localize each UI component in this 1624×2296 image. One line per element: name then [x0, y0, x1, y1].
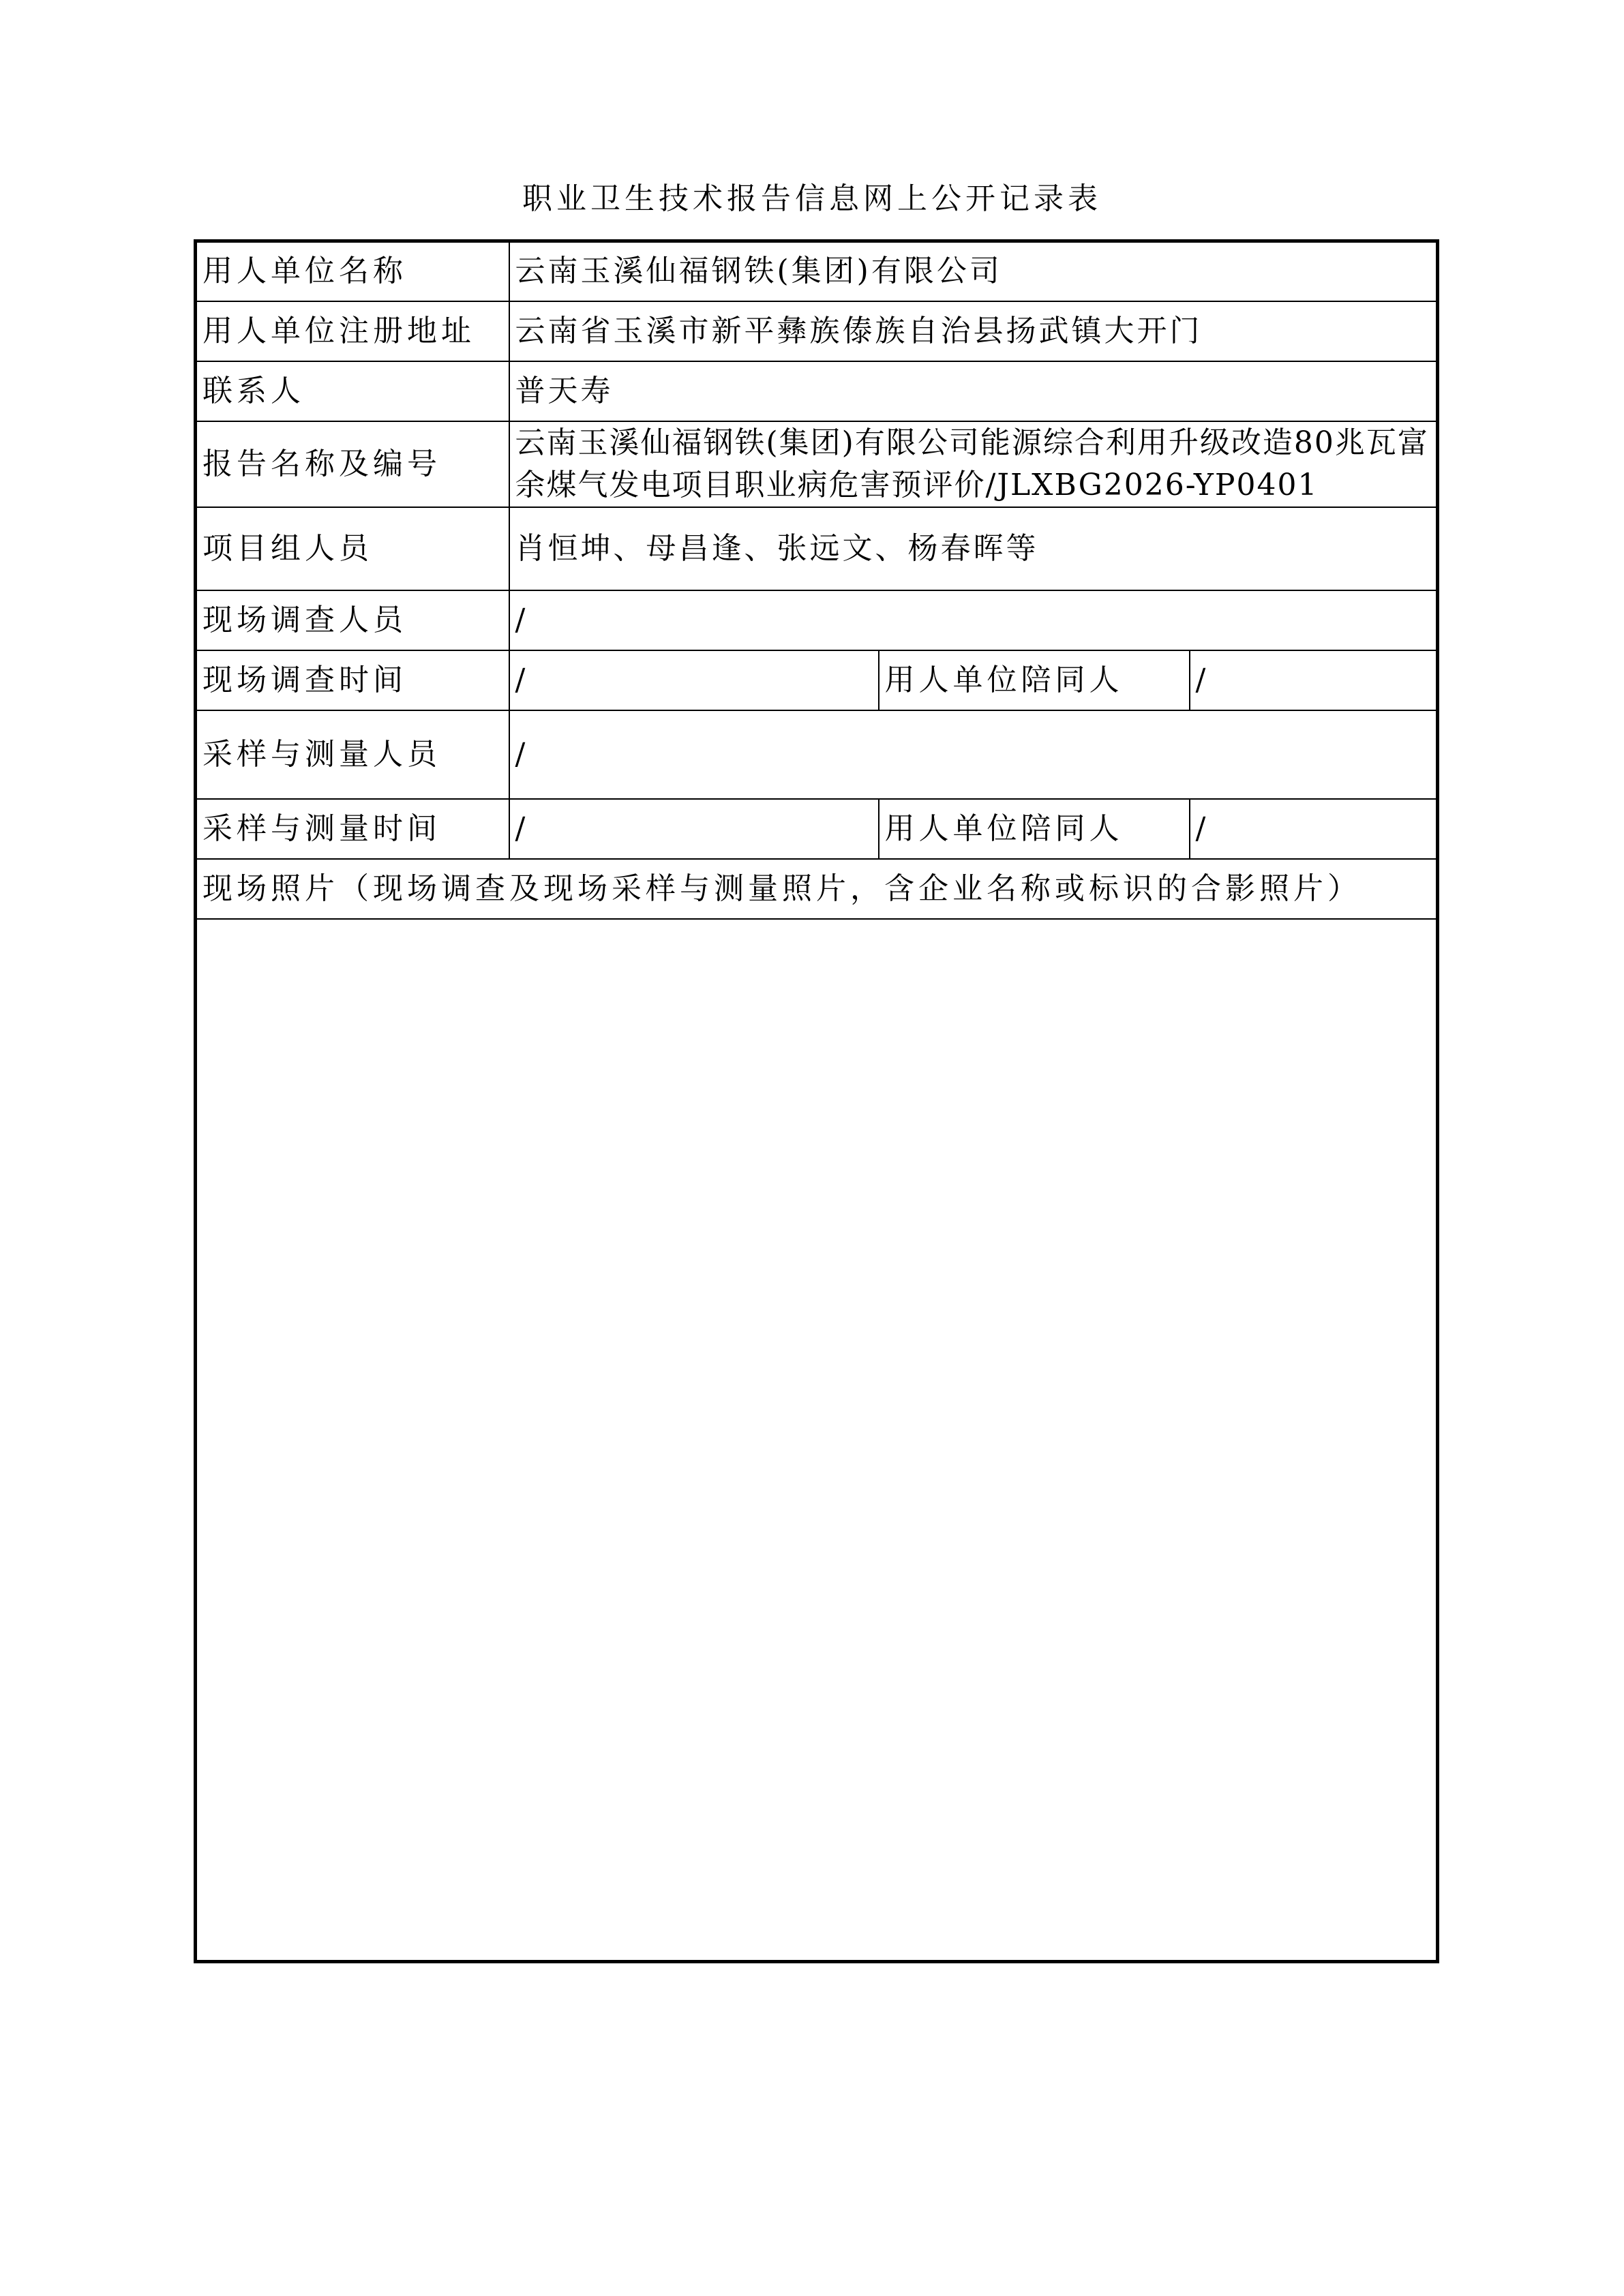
sampling-escort-label: 用人单位陪同人: [879, 799, 1190, 859]
page-title: 职业卫生技术报告信息网上公开记录表: [522, 181, 1102, 216]
employer-address-value: 云南省玉溪市新平彝族傣族自治县扬武镇大开门: [509, 301, 1438, 361]
survey-time-value: /: [509, 650, 879, 710]
survey-staff-label: 现场调查人员: [196, 590, 509, 650]
photos-label: 现场照片（现场调查及现场采样与测量照片，含企业名称或标识的合影照片）: [196, 859, 1438, 919]
survey-staff-value: /: [509, 590, 1438, 650]
sampling-time-label: 采样与测量时间: [196, 799, 509, 859]
row-survey-time: [196, 650, 1438, 710]
survey-escort-label: 用人单位陪同人: [879, 650, 1190, 710]
team-label: 项目组人员: [196, 507, 509, 590]
sampling-staff-label: 采样与测量人员: [196, 710, 509, 799]
row-employer-address: [196, 301, 1438, 361]
employer-address-label: 用人单位注册地址: [196, 301, 509, 361]
survey-escort-value: /: [1190, 650, 1438, 710]
row-photos-header: [196, 859, 1438, 919]
sampling-staff-value: /: [509, 710, 1438, 799]
row-team: [196, 507, 1438, 590]
survey-time-label: 现场调查时间: [196, 650, 509, 710]
report-value: 云南玉溪仙福钢铁(集团)有限公司能源综合利用升级改造80兆瓦富余煤气发电项目职业病危害预评价/JLXBG2026-YP0401: [509, 421, 1438, 507]
employer-name-label: 用人单位名称: [196, 241, 509, 301]
row-employer-name: [196, 241, 1438, 301]
row-report: [196, 421, 1438, 507]
employer-name-value: 云南玉溪仙福钢铁(集团)有限公司: [509, 241, 1438, 301]
contact-label: 联系人: [196, 361, 509, 421]
report-label: 报告名称及编号: [196, 421, 509, 507]
photos-area: [196, 919, 1438, 1962]
row-sampling-staff: [196, 710, 1438, 799]
sampling-time-value: /: [509, 799, 879, 859]
row-survey-staff: [196, 590, 1438, 650]
sampling-escort-value: /: [1190, 799, 1438, 859]
row-sampling-time: [196, 799, 1438, 859]
team-value: 肖恒坤、母昌逢、张远文、杨春晖等: [509, 507, 1438, 590]
row-contact: [196, 361, 1438, 421]
record-table: [194, 239, 1439, 1963]
row-photos-area: [196, 919, 1438, 1962]
contact-value: 普天寿: [509, 361, 1438, 421]
